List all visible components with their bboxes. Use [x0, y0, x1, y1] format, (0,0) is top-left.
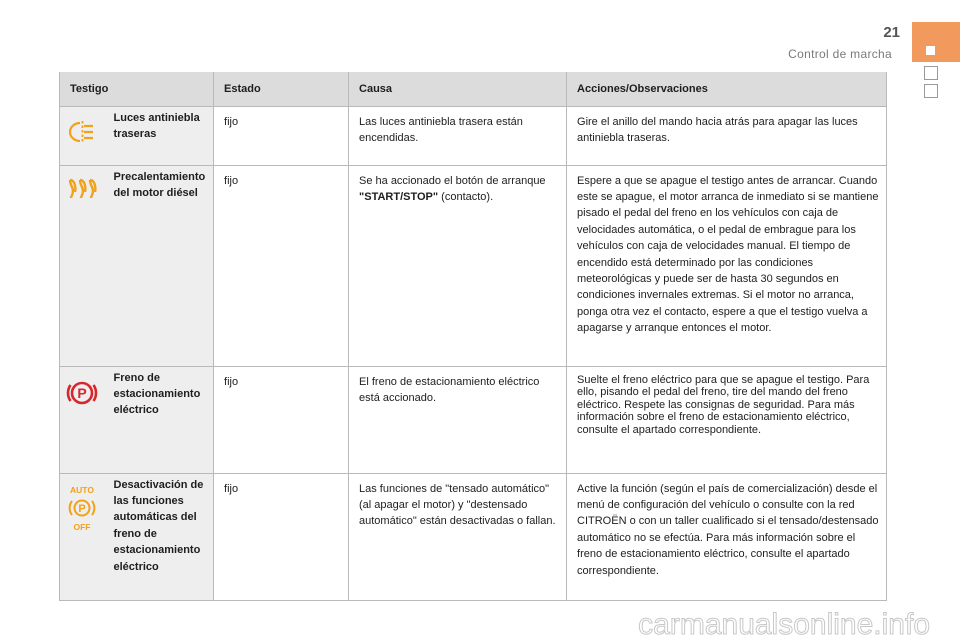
header-causa: Causa — [349, 72, 567, 106]
warning-cause — [349, 165, 567, 366]
table-row — [60, 106, 887, 165]
header-estado: Estado — [214, 72, 349, 106]
icon-cell — [60, 473, 104, 600]
section-title: Control de marcha — [788, 47, 892, 61]
warning-cause: Las funciones de "tensado automático" (al apagar el motor) y "destensado automático" están desactivadas o fallan. — [349, 473, 567, 600]
rear-fog-lamp-icon — [67, 117, 97, 147]
warning-state: fijo — [214, 473, 349, 600]
page-number: 21 — [883, 24, 900, 41]
warning-name: Luces antiniebla traseras — [104, 106, 214, 165]
warning-actions: Gire el anillo del mando hacia atrás para apagar las luces antiniebla traseras. — [567, 106, 887, 165]
warning-actions: Espere a que se apague el testigo antes de arrancar. Cuando este se apague, el motor arranca de inmediato si se mantiene pisado el pedal del freno en los vehículos con caja de velocidades automática, o el pedal de embrague para los vehículos con caja de velocidades manual. El tiempo de encendido está determinado por las condiciones meteorológicas y puede ser de hasta 30 segundos en condiciones invernales extremas. Si el motor no arranca, ponga otra vez el contacto, espere a que el testigo vuelva a apagarse y arranque entonces el motor. — [567, 165, 887, 366]
icon-cell — [60, 165, 104, 366]
warning-name: Precalentamiento del motor diésel — [104, 165, 214, 366]
icon-auto-text: AUTO — [69, 484, 94, 495]
cause-text: Se ha accionado el botón de arranque — [359, 174, 546, 187]
cause-text-end: (contacto). — [438, 190, 494, 203]
table-row — [60, 473, 887, 600]
warning-state: fijo — [214, 106, 349, 165]
warning-name: Freno de estacionamiento eléctrico — [104, 366, 214, 473]
table-header-row — [60, 72, 887, 106]
warning-actions: Suelte el freno eléctrico para que se apague el testigo. Para ello, pisando el pedal del freno, tire del mando del freno eléctrico. Respete las consignas de seguridad. Para más información sobre el freno de estacionamiento eléctrico, consulte el apartado correspondiente. — [567, 366, 887, 473]
watermark: carmanualsonline.info — [638, 608, 930, 640]
warning-cause: El freno de estacionamiento eléctrico está accionado. — [349, 366, 567, 473]
tab-marker — [926, 46, 935, 55]
table-row — [60, 366, 887, 473]
icon-cell — [60, 366, 104, 473]
icon-cell — [60, 106, 104, 165]
header-testigo: Testigo — [60, 72, 214, 106]
warning-name: Desactivación de las funciones automáticas del freno de estacionamiento eléctrico — [104, 473, 214, 600]
chapter-tab — [912, 22, 960, 62]
svg-text:P: P — [77, 384, 87, 401]
warning-lights-table — [59, 72, 887, 601]
start-stop-label: "START/STOP" — [359, 190, 439, 203]
diesel-preheat-icon — [66, 176, 98, 202]
icon-off-text: OFF — [73, 521, 91, 532]
icon-p-letter: P — [78, 502, 86, 515]
warning-state: fijo — [214, 366, 349, 473]
table-row — [60, 165, 887, 366]
warning-cause: Las luces antiniebla trasera están encendidas. — [349, 106, 567, 165]
parking-brake-icon — [66, 377, 98, 409]
warning-actions: Active la función (según el país de comercialización) desde el menú de configuración del vehículo o consulte con la red CITROËN o con un taller cualificado si el tensado/destensado automático no se efectúa. Para más información sobre el freno de estacionamiento eléctrico, consulte el apartado correspondiente. — [567, 473, 887, 600]
auto-parking-brake-off-icon — [65, 484, 99, 534]
chapter-tab-box — [924, 66, 938, 80]
warning-state: fijo — [214, 165, 349, 366]
chapter-tab-box — [924, 84, 938, 98]
header-acciones: Acciones/Observaciones — [567, 72, 887, 106]
